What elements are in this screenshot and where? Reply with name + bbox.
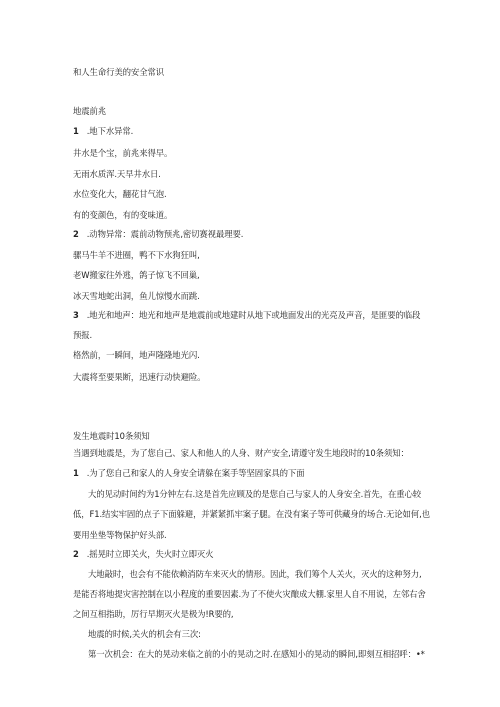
text-line: 老W搬家往外逃，鸽子惊飞不回巢, <box>73 270 200 280</box>
list-item <box>73 468 304 479</box>
list-number: 1 <box>73 126 79 136</box>
text-line: 低，F1.结实牢固的点子下面躲避，并紧紧抓牢案子腿。在没有案子等可供藏身的场合.无论如何,也 <box>73 509 430 519</box>
list-number: 2 <box>73 549 79 559</box>
list-number: 3 <box>73 310 79 320</box>
text-line: 井水是个宝，前兆来得早。 <box>73 148 173 158</box>
text-line: 大的见动时间约为1分钟左右.这是首先应顾及的是您自己与家人的人身安全.首先，在重心较 <box>88 489 422 499</box>
text-line: 地震的时候,关火的机会有三次: <box>88 629 201 639</box>
list-text: .摇晃时立即关火，失火时立即灭火 <box>86 549 214 559</box>
list-number: 2 <box>73 229 79 239</box>
text-line: 大震将至要果断，迅速行动快避险。 <box>73 372 206 382</box>
text-line: 无雨水质浑.天早井水日. <box>73 169 161 179</box>
text-line: 预报. <box>73 330 93 340</box>
document-title: 和人生命行美的安全常识 <box>73 67 165 77</box>
list-item <box>73 229 243 240</box>
list-text: .动物异常：震前动物预兆,密切赛视最理要. <box>86 229 244 239</box>
text-line: 骡马牛羊不进圈，鸭不下水狗狂叫, <box>73 250 200 260</box>
list-text: .地光和地声：地光和地声是地震前或地建时从地下或地面发出的光亮及声音，是匪要的临段 <box>86 310 421 320</box>
text-line: 要用坐垫等物保护好头部. <box>73 530 167 540</box>
list-text: .地下水异常. <box>86 126 134 136</box>
section-heading-ten-rules: 发生地震时10条须知 <box>73 431 150 441</box>
list-text: .为了您自己和家人的人身安全请躲在案手等坚固家具的下面 <box>86 468 305 478</box>
text-line: 第一次机会：在大的晃动来临之前的小的晃动之时.在感知小的晃动的瞬间,即刻互相招呼：•* <box>88 649 425 659</box>
text-line: 有的变颜色，有的变味道。 <box>73 210 173 220</box>
list-number: 1 <box>73 468 79 478</box>
text-line: 之间互相指助，厉行早期灭火是极为!R要的, <box>73 609 234 619</box>
list-item <box>73 126 133 137</box>
list-item <box>73 310 420 321</box>
text-line: 水位变化大，翻花甘气泡. <box>73 189 167 199</box>
text-line: 格然前，一瞬间，地声隆隆地光闪. <box>73 350 200 360</box>
text-line: 是能否将地提灾害控制在以小程度的重要因素.为了不使火灾酿成大棚.家里人自不用说，左邻右舍 <box>73 589 426 599</box>
list-item <box>73 549 213 560</box>
text-line: 冰天雪地蛇出洞，鱼儿惊慢水而跳. <box>73 291 200 301</box>
section-intro: 当遇到地震是，为了您自己、家人和他人的人身、财产安全,请遵守发生地段时的10条须知： <box>73 448 409 458</box>
text-line: 大地敲时，也会有不能依赖消防车来灭火的情形。因此，我们筹个人关火，灭火的这种努力, <box>88 569 422 579</box>
section-heading-earthquake-signs: 地震前兆 <box>73 106 107 116</box>
